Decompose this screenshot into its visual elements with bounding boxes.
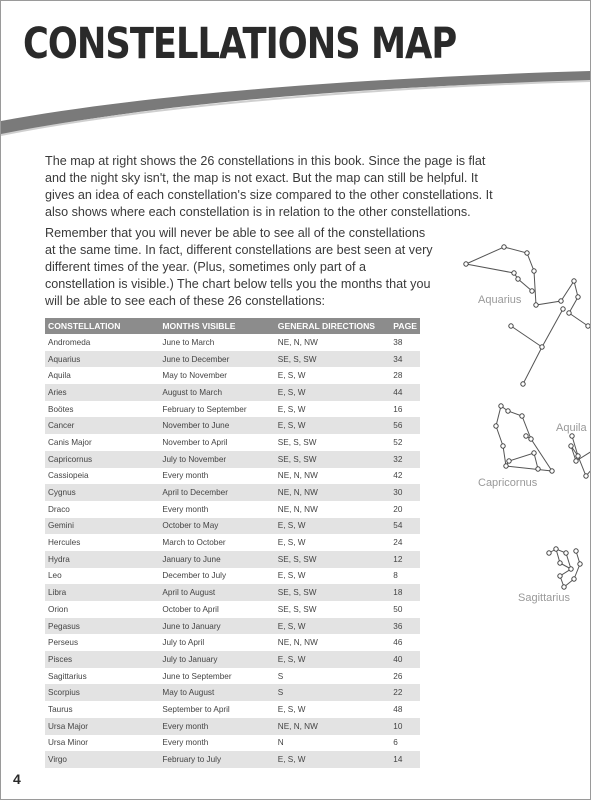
table-body <box>45 334 420 768</box>
cell-constellation: Andromeda <box>48 337 91 347</box>
cell-general-directions: E, S, W <box>275 518 390 535</box>
cell-general-directions: E, S, W <box>275 384 390 401</box>
cell-constellation: Orion <box>48 604 69 614</box>
cell-general-directions: SE, S, SW <box>275 584 390 601</box>
table-row <box>45 417 420 434</box>
cell-general-directions: N <box>277 738 284 748</box>
cell-general-directions: SE, S, SW <box>275 551 390 568</box>
table-row <box>45 684 420 701</box>
cell-general-directions: SE, S, SW <box>277 604 317 614</box>
cell-months-visible: May to November <box>162 371 228 381</box>
cell-page: 14 <box>390 751 420 768</box>
table-row <box>45 451 420 468</box>
cell-months-visible: July to November <box>159 451 274 468</box>
table-row <box>45 551 420 568</box>
cell-constellation: Aquarius <box>45 351 159 368</box>
cell-constellation: Leo <box>48 571 62 581</box>
table-row <box>45 601 420 618</box>
table-row <box>45 334 420 351</box>
cell-constellation: Taurus <box>48 704 73 714</box>
cell-general-directions: E, S, W <box>277 404 306 414</box>
cell-general-directions: E, S, W <box>275 618 390 635</box>
cell-months-visible: June to December <box>159 351 274 368</box>
cell-general-directions: NE, N, NW <box>275 484 390 501</box>
cell-months-visible: May to August <box>159 684 274 701</box>
cell-general-directions: SE, S, SW <box>275 451 390 468</box>
table-row <box>45 484 420 501</box>
table-row <box>45 351 420 368</box>
cell-general-directions: NE, N, NW <box>275 718 390 735</box>
cell-page: 20 <box>393 504 403 514</box>
cell-constellation: Aquila <box>48 371 71 381</box>
page-title: CONSTELLATIONS MAP <box>23 19 457 69</box>
table-row <box>45 534 420 551</box>
cell-page: 50 <box>393 604 403 614</box>
table-row <box>45 434 420 451</box>
cell-page: 54 <box>390 518 420 535</box>
cell-constellation: Libra <box>45 584 159 601</box>
cell-months-visible: September to April <box>162 704 230 714</box>
cell-page: 40 <box>390 651 420 668</box>
aquarius-constellation <box>464 245 590 386</box>
cell-general-directions: NE, N, NW <box>277 638 318 648</box>
cell-months-visible: January to June <box>159 551 274 568</box>
cell-constellation: Pisces <box>45 651 159 668</box>
cell-page: 36 <box>390 618 420 635</box>
cell-months-visible: February to September <box>162 404 247 414</box>
table-row <box>45 634 420 651</box>
cell-page: 30 <box>390 484 420 501</box>
cell-constellation: Capricornus <box>45 451 159 468</box>
cell-months-visible: June to March <box>162 337 215 347</box>
cell-constellation: Pegasus <box>45 618 159 635</box>
table-header-row <box>45 318 420 334</box>
cell-page: 34 <box>390 351 420 368</box>
cell-page: 26 <box>393 671 403 681</box>
constellation-visibility-table <box>45 318 420 768</box>
cell-general-directions: NE, N, NW <box>277 504 318 514</box>
table-row <box>45 518 420 535</box>
cell-months-visible: July to January <box>159 651 274 668</box>
table-row <box>45 701 420 718</box>
table-row <box>45 735 420 752</box>
cell-constellation: Canis Major <box>48 437 92 447</box>
aquila-constellation <box>556 422 591 478</box>
instruction-paragraph: Remember that you will never be able to see all of the constellations at the same time. In fact, different constellations are best seen at very different times of the year. (Plus, sometimes only part of a constellation is visible.) The chart below tells you the months that you will be able to see each of these 26 constellations: <box>45 226 433 308</box>
header-months-visible: MONTHS VISIBLE <box>159 318 274 334</box>
cell-months-visible: November to June <box>159 417 274 434</box>
cell-general-directions: E, S, W <box>275 751 390 768</box>
capricornus-label: Capricornus <box>478 477 538 489</box>
table-row <box>45 468 420 485</box>
cell-months-visible: June to September <box>162 671 232 681</box>
cell-constellation: Cancer <box>45 417 159 434</box>
table-row <box>45 584 420 601</box>
sagittarius-constellation <box>518 547 582 604</box>
cell-months-visible: February to July <box>159 751 274 768</box>
cell-months-visible: April to December <box>159 484 274 501</box>
cell-constellation: Hercules <box>48 538 81 548</box>
cell-constellation: Sagittarius <box>48 671 87 681</box>
cell-constellation: Virgo <box>45 751 159 768</box>
header-page: PAGE <box>390 318 420 334</box>
cell-general-directions: NE, N, NW <box>277 337 318 347</box>
cell-months-visible: October to April <box>162 604 219 614</box>
cell-page: 24 <box>393 538 403 548</box>
cell-page: 44 <box>390 384 420 401</box>
cell-constellation: Draco <box>48 504 70 514</box>
cell-page: 22 <box>390 684 420 701</box>
page-number: 4 <box>13 771 21 787</box>
table-row <box>45 718 420 735</box>
cell-page: 52 <box>393 437 403 447</box>
header-general-directions: GENERAL DIRECTIONS <box>275 318 390 334</box>
cell-constellation: Scorpius <box>45 684 159 701</box>
cell-constellation: Hydra <box>45 551 159 568</box>
table-row <box>45 651 420 668</box>
cell-months-visible: Every month <box>162 504 209 514</box>
cell-constellation: Aries <box>45 384 159 401</box>
cell-months-visible: June to January <box>159 618 274 635</box>
cell-general-directions: SE, S, SW <box>277 437 317 447</box>
cell-constellation: Cassiopeia <box>48 471 89 481</box>
cell-months-visible: Every month <box>162 738 209 748</box>
cell-constellation: Boötes <box>48 404 74 414</box>
cell-page: 56 <box>390 417 420 434</box>
cell-page: 12 <box>390 551 420 568</box>
cell-general-directions: E, S, W <box>275 651 390 668</box>
table-row <box>45 618 420 635</box>
cell-general-directions: E, S, W <box>277 704 306 714</box>
constellation-map <box>456 231 591 611</box>
cell-months-visible: August to March <box>159 384 274 401</box>
cell-general-directions: E, S, W <box>277 571 306 581</box>
cell-general-directions: NE, N, NW <box>277 471 318 481</box>
cell-page: 6 <box>393 738 398 748</box>
cell-constellation: Cygnus <box>45 484 159 501</box>
table-row <box>45 751 420 768</box>
cell-page: 8 <box>393 571 398 581</box>
cell-months-visible: July to April <box>162 638 205 648</box>
table-row <box>45 668 420 685</box>
cell-months-visible: Every month <box>159 718 274 735</box>
aquarius-label: Aquarius <box>478 294 522 306</box>
cell-general-directions: E, S, W <box>277 371 306 381</box>
cell-months-visible: November to April <box>162 437 228 447</box>
cell-page: 18 <box>390 584 420 601</box>
cell-general-directions: S <box>277 671 284 681</box>
cell-constellation: Ursa Major <box>45 718 159 735</box>
table-row <box>45 501 420 518</box>
cell-months-visible: December to July <box>162 571 227 581</box>
cell-page: 38 <box>393 337 403 347</box>
aquila-label: Aquila <box>556 422 587 434</box>
cell-months-visible: March to October <box>162 538 226 548</box>
table-row <box>45 384 420 401</box>
cell-months-visible: April to August <box>159 584 274 601</box>
cell-page: 16 <box>393 404 403 414</box>
cell-general-directions: E, S, W <box>277 538 306 548</box>
cell-constellation: Ursa Minor <box>48 738 89 748</box>
intro-paragraph: The map at right shows the 26 constellations in this book. Since the page is flat and the night sky isn't, the map is not exact. But the map can still be helpful. It gives an idea of each constellation's size compared to the other constellations. It also shows where each constellation is in relation to the other constellations. <box>45 154 493 219</box>
cell-general-directions: S <box>275 684 390 701</box>
cell-months-visible: October to May <box>159 518 274 535</box>
cell-page: 46 <box>393 638 403 648</box>
cell-general-directions: SE, S, SW <box>275 351 390 368</box>
cell-general-directions: E, S, W <box>275 417 390 434</box>
cell-page: 48 <box>393 704 403 714</box>
cell-page: 28 <box>393 371 403 381</box>
title-swoosh-decoration <box>1 63 591 143</box>
header-constellation: CONSTELLATION <box>45 318 159 334</box>
table-row <box>45 367 420 384</box>
cell-page: 10 <box>390 718 420 735</box>
table-row <box>45 568 420 585</box>
cell-constellation: Perseus <box>48 638 79 648</box>
cell-constellation: Gemini <box>45 518 159 535</box>
capricornus-constellation <box>478 404 554 489</box>
cell-months-visible: Every month <box>162 471 209 481</box>
table-row <box>45 401 420 418</box>
sagittarius-label: Sagittarius <box>518 592 570 604</box>
cell-page: 32 <box>390 451 420 468</box>
cell-page: 42 <box>393 471 403 481</box>
